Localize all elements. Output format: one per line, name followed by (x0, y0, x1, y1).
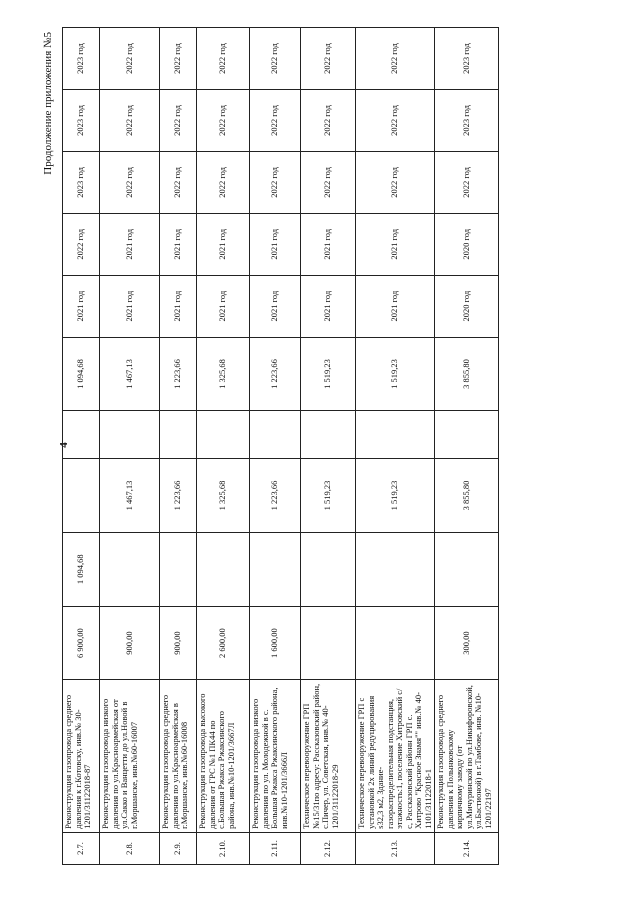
year-cell: 2021 год (100, 213, 160, 275)
value-cell: 1 223,66 (250, 337, 301, 411)
table-row (435, 28, 499, 865)
year-cell: 2022 год (356, 28, 435, 90)
year-cell: 2022 год (301, 28, 356, 90)
value-cell (100, 532, 160, 606)
year-cell: 2023 год (63, 151, 100, 213)
year-cell: 2022 год (100, 151, 160, 213)
year-cell: 2023 год (435, 28, 499, 90)
year-cell: 2020 год (435, 213, 499, 275)
value-cell: 3 855,80 (435, 459, 499, 533)
value-cell (197, 532, 250, 606)
year-cell: 2022 год (301, 151, 356, 213)
year-cell: 2021 год (301, 275, 356, 337)
object-name: Реконструкция газопровода среднего давления к Полынковскому кирпичному заводу (от ул.Мичуринской по ул.Никифоровской, ул.Бастионой) в г.Тамбове, инв. №10-1201/22197 (435, 680, 499, 832)
year-cell: 2020 год (435, 275, 499, 337)
year-cell: 2021 год (63, 275, 100, 337)
value-cell: 6 900,00 (63, 606, 100, 680)
value-cell (435, 532, 499, 606)
year-cell: 2022 год (160, 151, 197, 213)
value-cell (250, 532, 301, 606)
object-name: Реконструкция газопровода низкого давления по ул. Молодежной в с. Большая Ржакса Ржаксинского района, инв.№10-1201/3666Л (250, 680, 301, 832)
table-row (197, 28, 250, 865)
value-cell (160, 532, 197, 606)
value-cell: 1 467,13 (100, 459, 160, 533)
value-cell (435, 411, 499, 459)
object-name: Реконструкция газопровода высокого давления от ГРС №1 ПК44 по с.Большая Ржакса Ржаксинского района, инв.№10-1201/3667Л (197, 680, 250, 832)
year-cell: 2021 год (250, 213, 301, 275)
value-cell: 1 325,68 (197, 459, 250, 533)
year-cell: 2021 год (197, 275, 250, 337)
year-cell: 2022 год (160, 28, 197, 90)
year-cell: 2021 год (100, 275, 160, 337)
value-cell: 900,00 (160, 606, 197, 680)
year-cell: 2021 год (250, 275, 301, 337)
value-cell: 1 223,66 (160, 337, 197, 411)
year-cell: 2022 год (250, 151, 301, 213)
year-cell: 2022 год (250, 89, 301, 151)
year-cell: 2022 год (197, 89, 250, 151)
year-cell: 2021 год (301, 213, 356, 275)
value-cell (356, 411, 435, 459)
year-cell: 2021 год (356, 213, 435, 275)
value-cell: 1 519,23 (356, 337, 435, 411)
row-number: 2.12. (301, 832, 356, 864)
object-name: Реконструкция газопровода среднего давления к г.Котовску, инв.№ 30-1201/31122018-87 (63, 680, 100, 832)
value-cell: 1 094,68 (63, 532, 100, 606)
value-cell (301, 606, 356, 680)
year-cell: 2022 год (435, 151, 499, 213)
value-cell (100, 411, 160, 459)
year-cell: 2022 год (250, 28, 301, 90)
year-cell: 2022 год (356, 89, 435, 151)
value-cell (63, 459, 100, 533)
value-cell: 1 223,66 (160, 459, 197, 533)
row-number: 2.11. (250, 832, 301, 864)
row-number: 2.13. (356, 832, 435, 864)
table-row (301, 28, 356, 865)
year-cell: 2023 год (63, 28, 100, 90)
value-cell: 300,00 (435, 606, 499, 680)
object-name: Техническое перевооружение ГРП с установкой 2х линий редуцирования s32,3 м2, Здание-газораспределительная подстанция, этажность:1, поселение Хитровский с/с, Рассказовский районн ГРП с. Хитрово "Красное Знамя"" инв.№ 40-1101/31122018-1 (356, 680, 435, 832)
year-cell: 2022 год (301, 89, 356, 151)
year-cell: 2021 год (356, 275, 435, 337)
year-cell: 2022 год (160, 89, 197, 151)
table-row (250, 28, 301, 865)
year-cell: 2021 год (160, 275, 197, 337)
value-cell (250, 411, 301, 459)
row-number: 2.14. (435, 832, 499, 864)
table-row (160, 28, 197, 865)
appendix-title: Продолжение приложения №5 (42, 32, 54, 175)
page-number: 4 (58, 442, 70, 448)
row-number: 2.10. (197, 832, 250, 864)
object-name: Реконструкция газопровода низкого давления по ул.Красноармейская от ул.Сакко и Ванцетти до ул.Новой в г.Моршанске, инв.№60-16007 (100, 680, 160, 832)
year-cell: 2022 год (197, 28, 250, 90)
table-row (356, 28, 435, 865)
value-cell: 1 467,13 (100, 337, 160, 411)
value-cell: 1 094,68 (63, 337, 100, 411)
year-cell: 2023 год (435, 89, 499, 151)
value-cell: 900,00 (100, 606, 160, 680)
year-cell: 2021 год (197, 213, 250, 275)
year-cell: 2023 год (63, 89, 100, 151)
row-number: 2.8. (100, 832, 160, 864)
value-cell (301, 411, 356, 459)
year-cell: 2022 год (100, 28, 160, 90)
table-body (63, 28, 499, 865)
value-cell: 1 519,23 (356, 459, 435, 533)
row-number: 2.7. (63, 832, 100, 864)
value-cell (160, 411, 197, 459)
value-cell: 2 600,00 (197, 606, 250, 680)
value-cell (301, 532, 356, 606)
value-cell: 3 855,80 (435, 337, 499, 411)
object-name: Техническое перевооружение ГРП №15/31по адресу: Рассказовский район, с.Пичер, ул. Советская, инв.№ 40-1201/31122018-29 (301, 680, 356, 832)
table-row (100, 28, 160, 865)
row-number: 2.9. (160, 832, 197, 864)
year-cell: 2022 год (197, 151, 250, 213)
value-cell: 1 519,23 (301, 459, 356, 533)
table-row (63, 28, 100, 865)
value-cell: 1 600,00 (250, 606, 301, 680)
value-cell: 1 519,23 (301, 337, 356, 411)
value-cell (197, 411, 250, 459)
year-cell: 2022 год (356, 151, 435, 213)
investment-table (62, 27, 499, 865)
value-cell: 1 325,68 (197, 337, 250, 411)
value-cell (356, 532, 435, 606)
year-cell: 2022 год (100, 89, 160, 151)
object-name: Реконструкция газопровода среднего давления по ул.Красноармейская в г.Моршанске, инв.№60-16008 (160, 680, 197, 832)
value-cell (63, 411, 100, 459)
value-cell: 1 223,66 (250, 459, 301, 533)
year-cell: 2022 год (63, 213, 100, 275)
year-cell: 2021 год (160, 213, 197, 275)
value-cell (356, 606, 435, 680)
